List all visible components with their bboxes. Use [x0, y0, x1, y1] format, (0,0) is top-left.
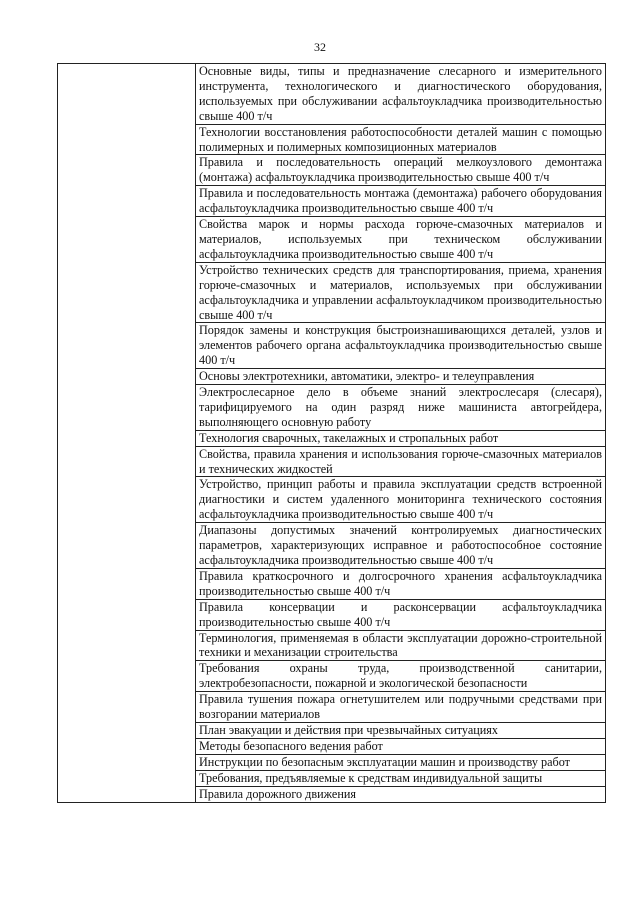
- requirement-item: Основы электротехники, автоматики, электро- и телеуправления: [196, 369, 606, 385]
- requirement-item: Правила краткосрочного и долгосрочного хранения асфальтоукладчика производительностью свыше 400 т/ч: [196, 568, 606, 599]
- requirement-item: Основные виды, типы и предназначение слесарного и измерительного инструмента, технологического и диагностического оборудования, используемых при обслуживании асфальтоукладчика производительностью свыше 400 т/ч: [196, 64, 606, 125]
- requirement-item: Правила консервации и расконсервации асфальтоукладчика производительностью свыше 400 т/ч: [196, 599, 606, 630]
- requirement-item: Свойства марок и нормы расхода горюче-смазочных материалов и материалов, используемых при техническом обслуживании асфальтоукладчика производительностью свыше 400 т/ч: [196, 217, 606, 263]
- requirement-item: Устройство, принцип работы и правила эксплуатации средств встроенной диагностики и систем удаленного мониторинга технического состояния асфальтоукладчика производительностью свыше 400 т/ч: [196, 477, 606, 523]
- requirement-item: Правила и последовательность монтажа (демонтажа) рабочего оборудования асфальтоукладчика производительностью свыше 400 т/ч: [196, 186, 606, 217]
- requirement-item: Инструкции по безопасным эксплуатации машин и производству работ: [196, 754, 606, 770]
- requirement-item: Свойства, правила хранения и использования горюче-смазочных материалов и технических жидкостей: [196, 446, 606, 477]
- requirement-item: План эвакуации и действия при чрезвычайных ситуациях: [196, 722, 606, 738]
- requirement-item: Технологии восстановления работоспособности деталей машин с помощью полимерных и полимерных композиционных материалов: [196, 124, 606, 155]
- page-number: 32: [314, 40, 326, 54]
- requirement-item: Технология сварочных, такелажных и стропальных работ: [196, 430, 606, 446]
- requirement-item: Устройство технических средств для транспортирования, приема, хранения горюче-смазочных и материалов, используемых при обслуживании асфальтоукладчика и управлении асфальтоукладчиком производительностью свыше 400 т/ч: [196, 262, 606, 323]
- requirement-item: Диапазоны допустимых значений контролируемых диагностических параметров, характеризующих исправное и работоспособное состояние асфальтоукладчика производительностью свыше 400 т/ч: [196, 523, 606, 569]
- requirement-item: Требования, предъявляемые к средствам индивидуальной защиты: [196, 770, 606, 786]
- table-body: [58, 64, 606, 803]
- requirement-item: Правила дорожного движения: [196, 786, 606, 802]
- requirement-item: Требования охраны труда, производственной санитарии, электробезопасности, пожарной и экологической безопасности: [196, 661, 606, 692]
- requirement-item: Методы безопасного ведения работ: [196, 738, 606, 754]
- requirement-item: Порядок замены и конструкция быстроизнашивающихся деталей, узлов и элементов рабочего органа асфальтоукладчика производительностью свыше 400 т/ч: [196, 323, 606, 369]
- requirement-item: Электрослесарное дело в объеме знаний электрослесаря (слесаря), тарифицируемого на один разряд ниже машиниста автогрейдера, выполняющего основную работу: [196, 385, 606, 431]
- requirement-item: Правила и последовательность операций мелкоузлового демонтажа (монтажа) асфальтоукладчика производительностью свыше 400 т/ч: [196, 155, 606, 186]
- requirement-item: Терминология, применяемая в области эксплуатации дорожно-строительной техники и механизации строительства: [196, 630, 606, 661]
- requirement-item: Правила тушения пожара огнетушителем или подручными средствами при возгорании материалов: [196, 692, 606, 723]
- requirements-table: [57, 63, 606, 803]
- table-row: [58, 64, 606, 125]
- left-column-cell: [58, 64, 196, 803]
